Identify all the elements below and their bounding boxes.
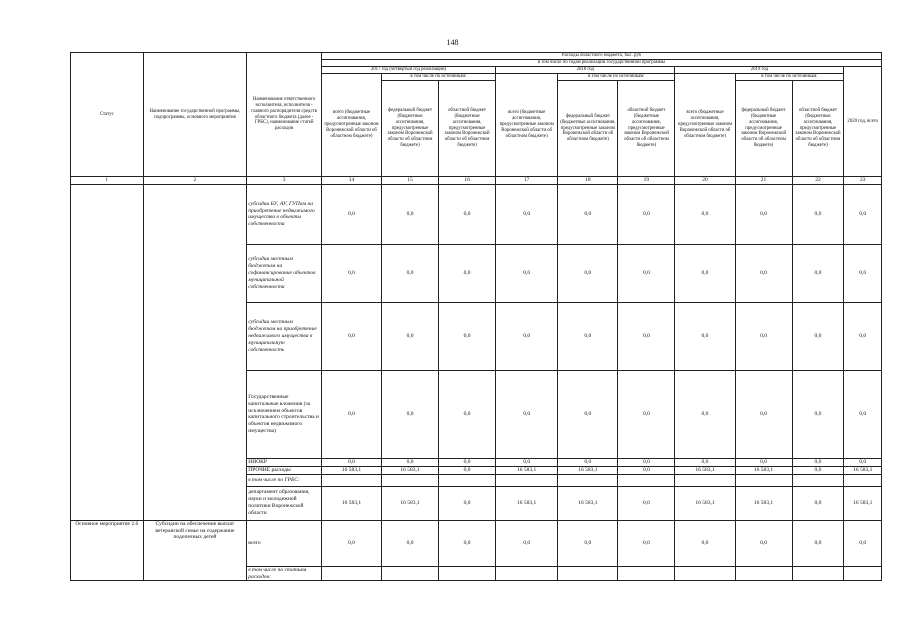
cell-value: 0,0 <box>382 458 439 466</box>
row-label: субсидии БУ, АУ, ГУПам на приобретение недвижимого имущества в объекты собственности <box>247 184 322 244</box>
cell-value: 0,0 <box>439 184 496 244</box>
cell-value: 16 583,1 <box>735 466 792 474</box>
budget-table <box>70 52 882 581</box>
column-number: 20 <box>675 177 735 185</box>
cell-value <box>496 474 558 486</box>
cell-value <box>844 474 882 486</box>
cell-value: 0,0 <box>844 184 882 244</box>
cell-value: 16 583,1 <box>558 466 618 474</box>
row-label: субсидии местным бюджетам на приобретение недвижимого имущества в муниципальную собственность <box>247 302 322 370</box>
header-expenses: Расходы областного бюджета, тыс. руб <box>321 53 881 60</box>
row-label: субсидии местным бюджетам на софинансирование объектов муниципальной собственности <box>247 244 322 302</box>
cell-value: 0,0 <box>618 244 675 302</box>
cell-value: 16 583,1 <box>735 486 792 520</box>
cell-value: 0,0 <box>558 458 618 466</box>
cell-value: 0,0 <box>439 302 496 370</box>
event-name: Субсидии на обеспечение выплат ветеранской семье на содержание подопечных детей <box>143 520 247 581</box>
cell-value: 0,0 <box>321 184 381 244</box>
cell-value: 16 583,1 <box>675 466 735 474</box>
row-label: ПРОЧИЕ расходы <box>247 466 322 474</box>
cell-value: 0,0 <box>558 184 618 244</box>
cell-value: 0,0 <box>496 520 558 566</box>
row-label: НИОКР <box>247 458 322 466</box>
column-number: 18 <box>558 177 618 185</box>
column-number: 21 <box>735 177 792 185</box>
cell-value <box>321 474 381 486</box>
cell-value: 0,0 <box>792 370 844 458</box>
cell-value: 0,0 <box>844 458 882 466</box>
cell-value: 0,0 <box>439 486 496 520</box>
cell-value <box>675 474 735 486</box>
cell-value: 0,0 <box>792 486 844 520</box>
row-label: в том числе по ГРБС: <box>247 474 322 486</box>
cell-value: 0,0 <box>321 520 381 566</box>
cell-empty <box>792 566 844 581</box>
cell-value: 0,0 <box>618 486 675 520</box>
cell-value: 0,0 <box>439 370 496 458</box>
cell-value: 0,0 <box>735 370 792 458</box>
cell-value: 0,0 <box>844 370 882 458</box>
header-status: Статус <box>71 53 144 177</box>
cell-value: 0,0 <box>321 458 381 466</box>
cell-value: 0,0 <box>618 370 675 458</box>
cell-value <box>439 474 496 486</box>
cell-value: 0,0 <box>321 370 381 458</box>
cell-value <box>618 474 675 486</box>
cell-value: 16 583,1 <box>496 486 558 520</box>
cell-value: 0,0 <box>496 184 558 244</box>
cell-empty <box>558 566 618 581</box>
cell-value: 0,0 <box>618 520 675 566</box>
cell-value: 16 583,1 <box>382 466 439 474</box>
cell-value <box>792 474 844 486</box>
event-by-articles: в том числе по статьям расходов: <box>247 566 322 581</box>
column-number: 17 <box>496 177 558 185</box>
cell-value: 0,0 <box>321 302 381 370</box>
cell-value: 0,0 <box>439 520 496 566</box>
cell-value: 0,0 <box>792 244 844 302</box>
header-regional-2017: областной бюджет (бюджетные ассигнования, предусмотренные законом Воронежской области об областном бюджете) <box>439 81 496 177</box>
header-sources-2018: в том числе по источникам: <box>558 74 675 81</box>
column-number: 15 <box>382 177 439 185</box>
header-federal-2019: федеральный бюджет (бюджетные ассигнования, предусмотренные законом Воронежской области об областном бюджете) <box>735 81 792 177</box>
cell-empty <box>496 566 558 581</box>
program-cell-empty <box>143 184 247 520</box>
cell-value: 16 583,1 <box>321 466 381 474</box>
cell-value: 0,0 <box>792 458 844 466</box>
cell-value: 0,0 <box>496 302 558 370</box>
cell-empty <box>439 566 496 581</box>
event-total-label: всего <box>247 520 322 566</box>
column-number: 16 <box>439 177 496 185</box>
cell-value: 0,0 <box>844 244 882 302</box>
header-by-years: в том числе по годам реализации государственной программы <box>321 60 881 67</box>
cell-value: 0,0 <box>735 184 792 244</box>
cell-empty <box>735 566 792 581</box>
cell-value: 0,0 <box>382 184 439 244</box>
column-numbers-row <box>71 177 882 185</box>
header-executor: Наименование ответственного исполнителя, исполнителя - главного распорядителя средств областного бюджета (далее - ГРБС), наименование статей расходов <box>247 53 322 177</box>
header-sources-2019: в том числе по источникам: <box>735 74 844 81</box>
cell-value: 0,0 <box>439 466 496 474</box>
cell-value <box>558 474 618 486</box>
cell-value: 16 583,1 <box>675 486 735 520</box>
cell-value: 0,0 <box>618 184 675 244</box>
row-label: Государственные капитальные вложения (за исключением объектов капитального строительства и объектов недвижимого имущества) <box>247 370 322 458</box>
header-regional-2018: областной бюджет (бюджетные ассигнования, предусмотренные законом Воронежской области об областном бюджете) <box>618 81 675 177</box>
cell-value: 0,0 <box>844 520 882 566</box>
header-year-2018: 2018 год <box>496 67 675 74</box>
event-status: Основное мероприятие 2.6 <box>71 520 144 581</box>
cell-value: 0,0 <box>439 244 496 302</box>
cell-value: 0,0 <box>382 302 439 370</box>
cell-value: 0,0 <box>792 520 844 566</box>
cell-value: 0,0 <box>382 244 439 302</box>
cell-value: 16 583,1 <box>496 466 558 474</box>
cell-value <box>735 474 792 486</box>
column-number: 14 <box>321 177 381 185</box>
cell-empty <box>618 566 675 581</box>
cell-value: 0,0 <box>321 244 381 302</box>
table-row <box>71 184 882 244</box>
cell-empty <box>675 566 735 581</box>
header-federal-2017: федеральный бюджет (бюджетные ассигнования, предусмотренные законом Воронежской области об областном бюджете) <box>382 81 439 177</box>
status-cell-empty <box>71 184 144 520</box>
cell-empty <box>321 566 381 581</box>
cell-value: 0,0 <box>496 458 558 466</box>
cell-empty <box>382 566 439 581</box>
header-total-2017: всего (бюджетные ассигнования, предусмотренные законом Воронежской области об областном бюджете) <box>321 74 381 177</box>
cell-value: 0,0 <box>792 184 844 244</box>
cell-value: 0,0 <box>618 458 675 466</box>
cell-value <box>382 474 439 486</box>
cell-value: 0,0 <box>439 458 496 466</box>
column-number: 2 <box>143 177 247 185</box>
header-sources-2017: в том числе по источникам: <box>382 74 496 81</box>
column-number: 22 <box>792 177 844 185</box>
cell-value: 0,0 <box>496 244 558 302</box>
cell-value: 0,0 <box>558 244 618 302</box>
header-total-2018: всего (бюджетные ассигнования, предусмотренные законом Воронежской области об областном бюджете) <box>496 74 558 177</box>
column-number: 23 <box>844 177 882 185</box>
cell-value: 16 583,1 <box>382 486 439 520</box>
column-number: 19 <box>618 177 675 185</box>
cell-value: 0,0 <box>618 302 675 370</box>
cell-value: 0,0 <box>558 520 618 566</box>
cell-value: 0,0 <box>735 302 792 370</box>
table-row <box>71 520 882 566</box>
cell-value: 0,0 <box>792 466 844 474</box>
column-number: 1 <box>71 177 144 185</box>
header-total-2019: всего (бюджетные ассигнования, предусмотренные законом Воронежской области об областном бюджете) <box>675 74 735 177</box>
cell-value: 0,0 <box>735 244 792 302</box>
cell-value: 0,0 <box>735 520 792 566</box>
cell-value: 0,0 <box>675 520 735 566</box>
header-regional-2019: областной бюджет (бюджетные ассигнования, предусмотренные законом Воронежской области об областном бюджете) <box>792 81 844 177</box>
header-federal-2018: федеральный бюджет (бюджетные ассигнования, предусмотренные законом Воронежской области об областном бюджете) <box>558 81 618 177</box>
cell-value: 0,0 <box>558 302 618 370</box>
header-year-2020: 2020 год, всего <box>844 67 882 177</box>
cell-value: 16 583,1 <box>321 486 381 520</box>
cell-value: 0,0 <box>675 302 735 370</box>
header-program-name: Наименование государственной программы, подпрограммы, основного мероприятия <box>143 53 247 177</box>
cell-value: 0,0 <box>558 370 618 458</box>
column-number: 3 <box>247 177 322 185</box>
cell-value: 0,0 <box>382 370 439 458</box>
cell-value: 0,0 <box>675 370 735 458</box>
cell-value: 16 583,1 <box>844 486 882 520</box>
cell-value: 16 583,1 <box>558 486 618 520</box>
cell-value: 0,0 <box>382 520 439 566</box>
cell-value: 0,0 <box>844 302 882 370</box>
header-year-2019: 2019 год <box>675 67 844 74</box>
cell-value: 0,0 <box>675 244 735 302</box>
cell-value: 16 583,1 <box>844 466 882 474</box>
page-number: 148 <box>446 38 459 47</box>
cell-value: 0,0 <box>735 458 792 466</box>
cell-value: 0,0 <box>675 458 735 466</box>
header-year-2017: 2017 год (четвертый год реализации) <box>321 67 495 74</box>
cell-value: 0,0 <box>675 184 735 244</box>
cell-empty <box>844 566 882 581</box>
cell-value: 0,0 <box>496 370 558 458</box>
cell-value: 0,0 <box>792 302 844 370</box>
row-label: департамент образования, науки и молодежной политики Воронежской области <box>247 486 322 520</box>
cell-value: 0,0 <box>618 466 675 474</box>
